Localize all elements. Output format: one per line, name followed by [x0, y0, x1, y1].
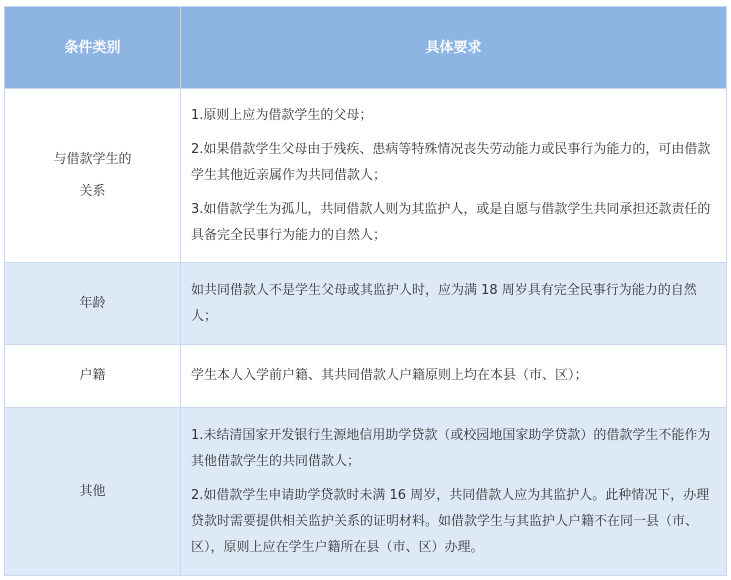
conditions-table	[4, 6, 727, 576]
category-label-age: 年龄	[79, 295, 106, 311]
table-row-other	[5, 408, 727, 576]
table-row-household	[5, 345, 727, 408]
header-category: 条件类别	[5, 7, 181, 89]
table-header-row	[5, 7, 727, 89]
table-row-age	[5, 263, 727, 345]
category-cell	[5, 345, 181, 408]
category-label-relationship: 与借款学生的关系	[53, 151, 132, 199]
table-row-relationship	[5, 89, 727, 263]
requirement-item: 3.如借款学生为孤儿，共同借款人则为其监护人，或是自愿与借款学生共同承担还款责任的具备完全民事行为能力的自然人；	[191, 201, 711, 243]
requirement-item: 如共同借款人不是学生父母或其监护人时，应为满 18 周岁具有完全民事行为能力的自然人；	[191, 282, 697, 324]
category-cell	[5, 263, 181, 345]
conditions-table-wrapper	[4, 6, 726, 576]
requirements-cell	[181, 263, 727, 345]
requirement-item: 1.原则上应为借款学生的父母；	[191, 107, 373, 123]
requirement-item: 1.未结清国家开发银行生源地信用助学贷款（或校园地国家助学贷款）的借款学生不能作为其他借款学生的共同借款人；	[191, 427, 711, 469]
category-label-other: 其他	[79, 483, 106, 499]
requirement-item: 2.如借款学生申请助学贷款时未满 16 周岁，共同借款人应为其监护人。此种情况下，办理贷款时需要提供相关监护关系的证明材料。如借款学生与其监护人户籍不在同一县（市、区），原则上应在学生户籍所在县（市、区）办理。	[191, 487, 710, 555]
requirements-cell	[181, 89, 727, 263]
category-cell	[5, 89, 181, 263]
header-requirements: 具体要求	[181, 7, 727, 89]
requirement-item: 学生本人入学前户籍、其共同借款人户籍原则上均在本县（市、区）；	[191, 368, 588, 383]
requirements-cell	[181, 345, 727, 408]
category-label-household: 户籍	[79, 368, 106, 383]
requirements-cell	[181, 408, 727, 576]
category-cell	[5, 408, 181, 576]
requirement-item: 2.如果借款学生父母由于残疾、患病等特殊情况丧失劳动能力或民事行为能力的，可由借款学生其他近亲属作为共同借款人；	[191, 141, 711, 183]
